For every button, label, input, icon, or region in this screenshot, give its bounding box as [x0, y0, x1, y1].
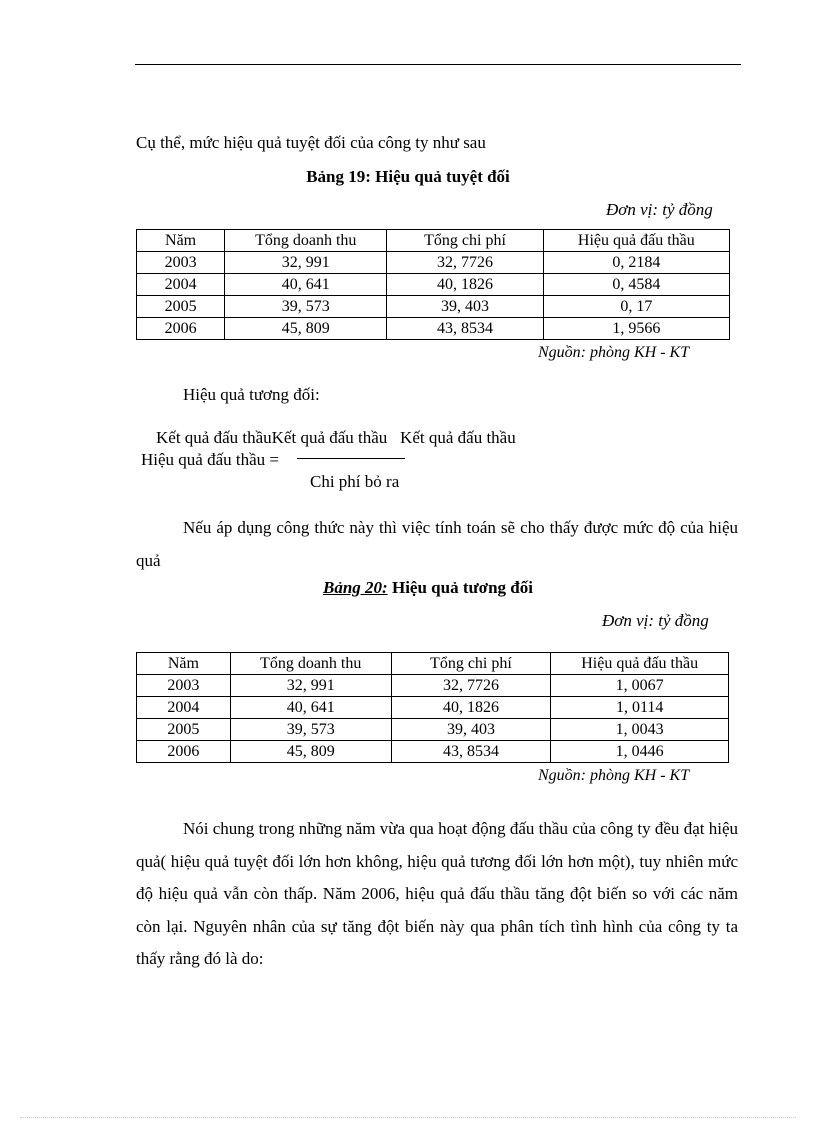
table-row: [137, 697, 729, 719]
table-row: [137, 719, 729, 741]
table-cell: 40, 641: [225, 274, 387, 296]
table-cell: 2004: [137, 274, 225, 296]
table-row: [137, 274, 730, 296]
table-cell: 2003: [137, 675, 231, 697]
table-cell: 39, 573: [225, 296, 387, 318]
table-row: [137, 318, 730, 340]
table-cell: 39, 573: [230, 719, 391, 741]
table-cell: 32, 7726: [391, 675, 551, 697]
table-row: [137, 675, 729, 697]
formula-numerator: Kết quả đấu thầuKết quả đấu thầu Kết quả đấu thầu: [156, 428, 516, 447]
table-row: [137, 741, 729, 763]
relative-label: Hiệu quả tương đối:: [183, 385, 320, 404]
table-header-row: [137, 653, 729, 675]
table19-caption: Bảng 19: Hiệu quả tuyệt đối: [306, 167, 510, 186]
table20-caption-prefix: Bảng 20:: [323, 578, 388, 597]
header-cell: Tổng chi phí: [391, 653, 551, 675]
table-cell: 1, 0043: [551, 719, 729, 741]
table-cell: 32, 991: [230, 675, 391, 697]
table-cell: 32, 991: [225, 252, 387, 274]
table-cell: 0, 4584: [543, 274, 729, 296]
table-cell: 45, 809: [230, 741, 391, 763]
table-cell: 1, 0446: [551, 741, 729, 763]
header-cell: Tổng doanh thu: [230, 653, 391, 675]
table-cell: 1, 0114: [551, 697, 729, 719]
formula-denominator: Chi phí bỏ ra: [310, 472, 400, 491]
table20-source: Nguồn: phòng KH - KT: [538, 767, 690, 784]
fraction-bar: [297, 458, 405, 459]
table-cell: 1, 0067: [551, 675, 729, 697]
table20-caption: [20, 578, 816, 598]
table19: [136, 229, 730, 340]
table-cell: 39, 403: [391, 719, 551, 741]
table-cell: 32, 7726: [387, 252, 543, 274]
table-row: [137, 296, 730, 318]
table-cell: 40, 1826: [391, 697, 551, 719]
table-cell: 43, 8534: [387, 318, 543, 340]
table-cell: 0, 2184: [543, 252, 729, 274]
table-cell: 39, 403: [387, 296, 543, 318]
footer-rule: [20, 1117, 796, 1118]
header-cell: Năm: [137, 230, 225, 252]
paragraph-2: [136, 813, 738, 976]
table-cell: 40, 641: [230, 697, 391, 719]
table-cell: 45, 809: [225, 318, 387, 340]
table-cell: 40, 1826: [387, 274, 543, 296]
paragraph-2-text: Nói chung trong những năm vừa qua hoạt động đấu thầu của công ty đều đạt hiệu quả( hiệu quả tuyệt đối lớn hơn không, hiệu quả tương đối lớn hơn một), tuy nhiên mức độ hiệu quả vẫn còn thấp. Năm 2006, hiệu quả đấu thầu tăng đột biến so với các năm còn lại. Nguyên nhân của sự tăng đột biến này qua phân tích tình hình của công ty ta thấy rằng đó là do:: [136, 819, 738, 968]
table19-unit: Đơn vị: tỷ đồng: [606, 200, 713, 219]
formula-lhs: Hiệu quả đấu thầu =: [141, 450, 279, 469]
table19-source: Nguồn: phòng KH - KT: [538, 344, 690, 361]
paragraph-1: [136, 512, 738, 577]
table-row: [137, 252, 730, 274]
table20: [136, 652, 729, 763]
header-cell: Tổng doanh thu: [225, 230, 387, 252]
table-cell: 0, 17: [543, 296, 729, 318]
table-cell: 2005: [137, 296, 225, 318]
table20-caption-rest: Hiệu quả tương đối: [387, 578, 533, 597]
table-cell: 2005: [137, 719, 231, 741]
header-cell: Năm: [137, 653, 231, 675]
paragraph-1-text: Nếu áp dụng công thức này thì việc tính toán sẽ cho thấy được mức độ của hiệu quả: [136, 518, 738, 570]
table20-unit: Đơn vị: tỷ đồng: [602, 611, 709, 630]
table-cell: 43, 8534: [391, 741, 551, 763]
table-cell: 2006: [137, 318, 225, 340]
table-header-row: [137, 230, 730, 252]
header-rule: [135, 64, 741, 65]
header-cell: Hiệu quả đấu thầu: [543, 230, 729, 252]
header-cell: Tổng chi phí: [387, 230, 543, 252]
header-cell: Hiệu quả đấu thầu: [551, 653, 729, 675]
table-cell: 2004: [137, 697, 231, 719]
table-cell: 2006: [137, 741, 231, 763]
table-cell: 1, 9566: [543, 318, 729, 340]
table-cell: 2003: [137, 252, 225, 274]
intro-text: Cụ thể, mức hiệu quả tuyệt đối của công ty như sau: [136, 133, 486, 152]
